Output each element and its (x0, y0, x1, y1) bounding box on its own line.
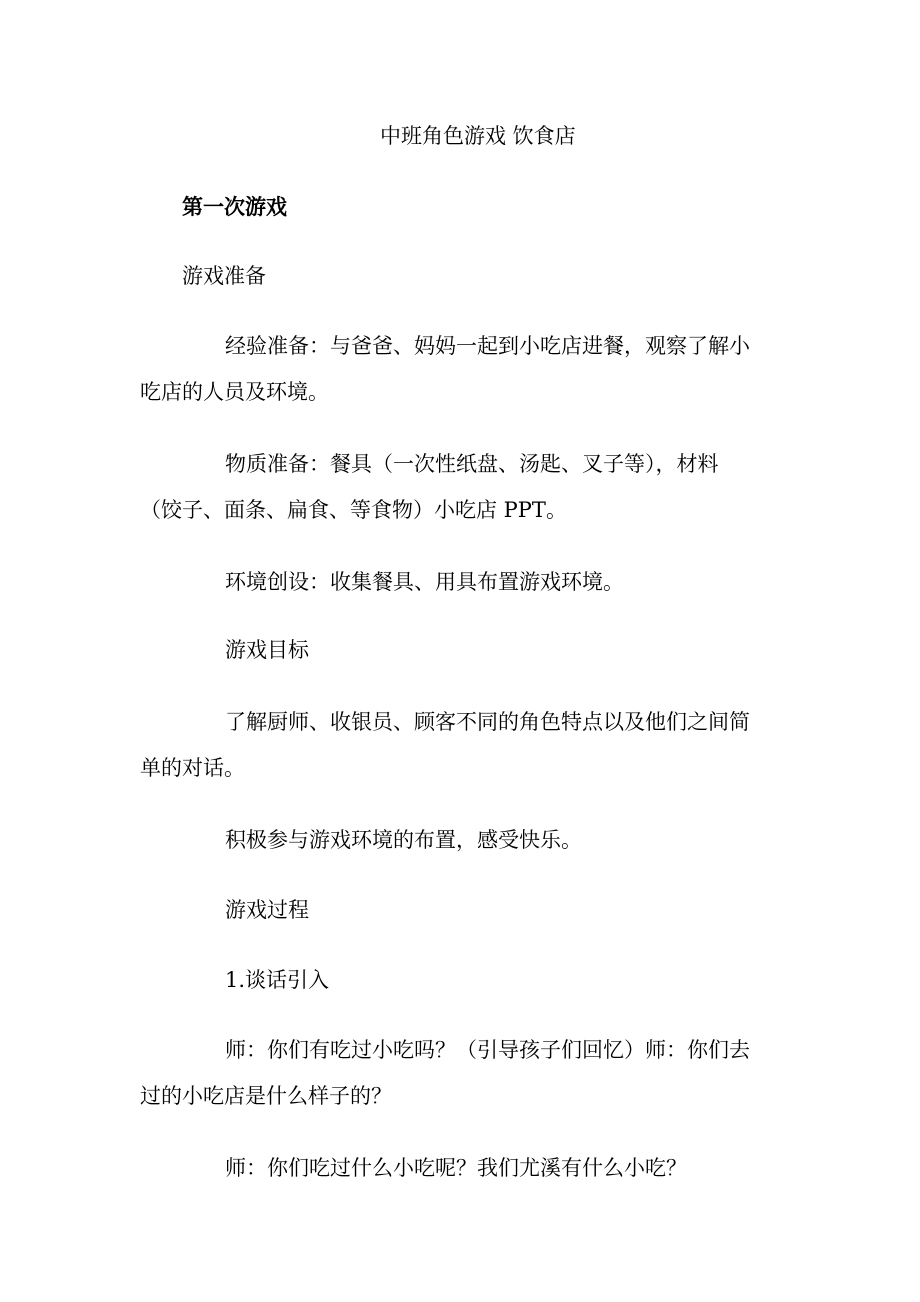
experience-prep-line: 经验准备：与爸爸、妈妈一起到小吃店进餐，观察了解小 (225, 334, 750, 358)
process-heading: 游戏过程 (225, 898, 309, 922)
process-step: 1.谈话引入 (225, 968, 330, 992)
goal-item: 积极参与游戏环境的布置，感受快乐。 (225, 828, 582, 852)
section-heading: 第一次游戏 (182, 194, 287, 219)
dialogue-line: 师：你们吃过什么小吃呢？我们尤溪有什么小吃？ (225, 1156, 687, 1180)
environment-setup: 环境创设：收集餐具、用具布置游戏环境。 (225, 570, 624, 594)
material-prep-line: 物质准备：餐具（一次性纸盘、汤匙、叉子等），材料 (225, 452, 719, 476)
goal-item-line: 了解厨师、收银员、顾客不同的角色特点以及他们之间简 (225, 710, 750, 734)
goal-heading: 游戏目标 (225, 638, 309, 662)
experience-prep-line: 吃店的人员及环境。 (140, 380, 329, 404)
dialogue-line: 师：你们有吃过小吃吗？（引导孩子们回忆）师：你们去 (225, 1038, 750, 1062)
dialogue-line: 过的小吃店是什么样子的？ (140, 1084, 392, 1108)
goal-item-line: 单的对话。 (140, 756, 245, 780)
document-title: 中班角色游戏 饮食店 (380, 124, 576, 148)
prep-heading: 游戏准备 (182, 264, 266, 288)
material-prep-line: （饺子、面条、扁食、等食物）小吃店 PPT。 (140, 498, 567, 522)
